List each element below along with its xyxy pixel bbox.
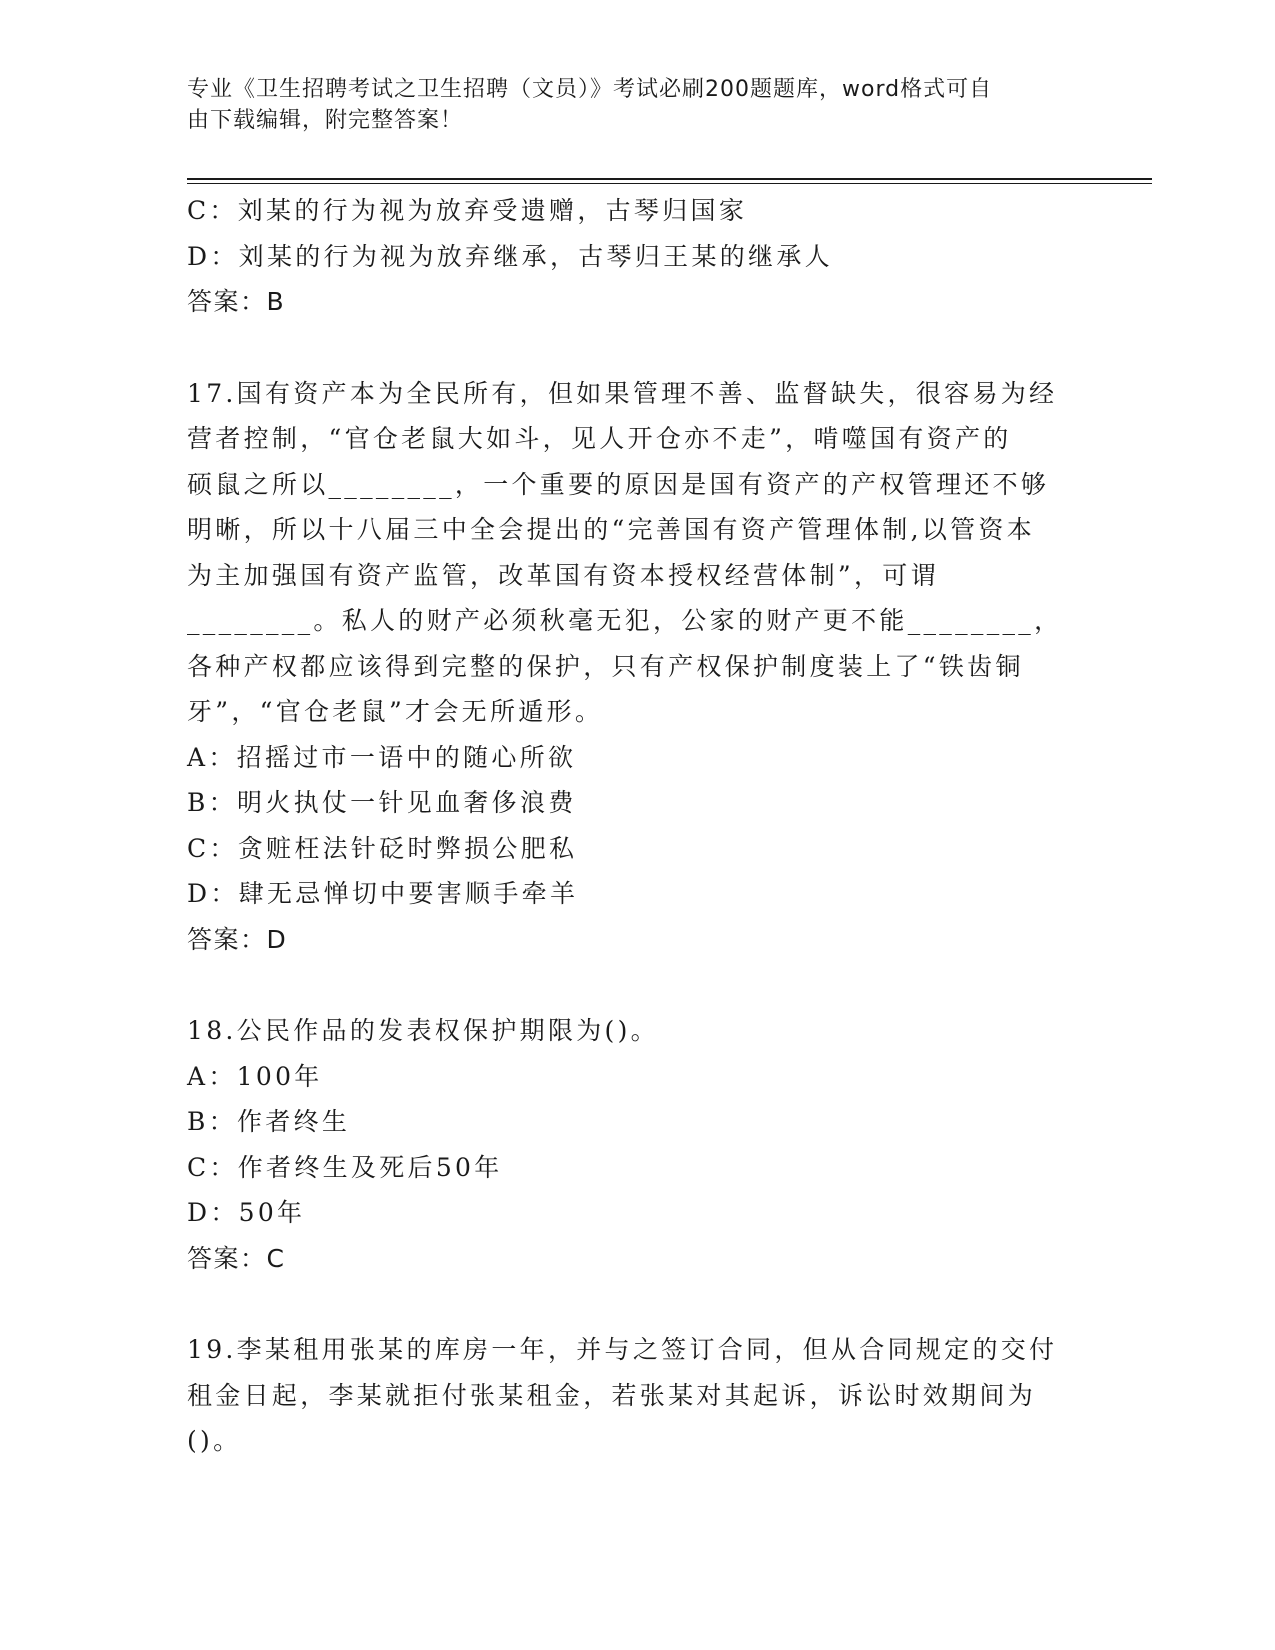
header-line-2: 由下载编辑，附完整答案！ — [187, 108, 464, 133]
question-18 — [187, 1008, 1077, 1281]
question-stem-line: ________。私人的财产必须秋毫无犯，公家的财产更不能________， — [187, 606, 1063, 635]
option-a: A：招摇过市一语中的随心所欲 — [187, 742, 577, 772]
option-d: D：50年 — [187, 1198, 306, 1227]
option-b: B：作者终生 — [187, 1107, 351, 1136]
question-16-tail — [187, 188, 1077, 325]
header-divider-thick — [187, 178, 1152, 180]
option-d: D：肆无忌惮切中要害顺手牵羊 — [187, 879, 579, 908]
answer: 答案：D — [187, 924, 288, 954]
header-line-1: 专业《卫生招聘考试之卫生招聘（文员）》考试必刷200题题库，word格式可自 — [187, 77, 993, 102]
question-19 — [187, 1327, 1077, 1464]
spacer — [187, 962, 1077, 1008]
option-d: D：刘某的行为视为放弃继承，古琴归王某的继承人 — [187, 241, 833, 271]
spacer — [187, 325, 1077, 371]
question-stem-line: 明晰，所以十八届三中全会提出的“完善国有资产管理体制,以管资本 — [187, 515, 1036, 544]
question-stem-line: ()。 — [187, 1426, 242, 1455]
question-stem-line: 牙”，“官仓老鼠”才会无所遁形。 — [187, 697, 604, 726]
answer: 答案：B — [187, 287, 286, 316]
question-stem-line: 租金日起，李某就拒付张某租金，若张某对其起诉，诉讼时效期间为 — [187, 1380, 1037, 1410]
question-stem-line: 各种产权都应该得到完整的保护，只有产权保护制度装上了“铁齿铜 — [187, 651, 1024, 681]
option-c: C：作者终生及死后50年 — [187, 1152, 503, 1182]
option-b: B：明火执仗一针见血奢侈浪费 — [187, 788, 577, 817]
option-a: A：100年 — [187, 1061, 323, 1091]
spacer — [187, 1281, 1077, 1327]
document-body — [187, 188, 1077, 1464]
header-divider-thin — [187, 183, 1152, 184]
question-stem-line: 营者控制，“官仓老鼠大如斗，见人开仓亦不走”，啃噬国有资产的 — [187, 424, 1012, 453]
question-stem: 18.公民作品的发表权保护期限为()。 — [187, 1016, 659, 1045]
question-stem-line: 为主加强国有资产监管，改革国有资本授权经营体制”，可谓 — [187, 560, 939, 590]
question-stem-line: 硕鼠之所以________，一个重要的原因是国有资产的产权管理还不够 — [187, 469, 1050, 499]
question-stem-line: 17.国有资产本为全民所有，但如果管理不善、监督缺失，很容易为经 — [187, 378, 1058, 408]
document-header — [187, 74, 1067, 136]
option-c: C：刘某的行为视为放弃受遗赠，古琴归国家 — [187, 196, 748, 225]
question-17 — [187, 371, 1077, 963]
answer: 答案：C — [187, 1243, 286, 1273]
question-stem-line: 19.李某租用张某的库房一年，并与之签订合同，但从合同规定的交付 — [187, 1335, 1058, 1364]
option-c: C：贪赃枉法针砭时弊损公肥私 — [187, 833, 578, 863]
